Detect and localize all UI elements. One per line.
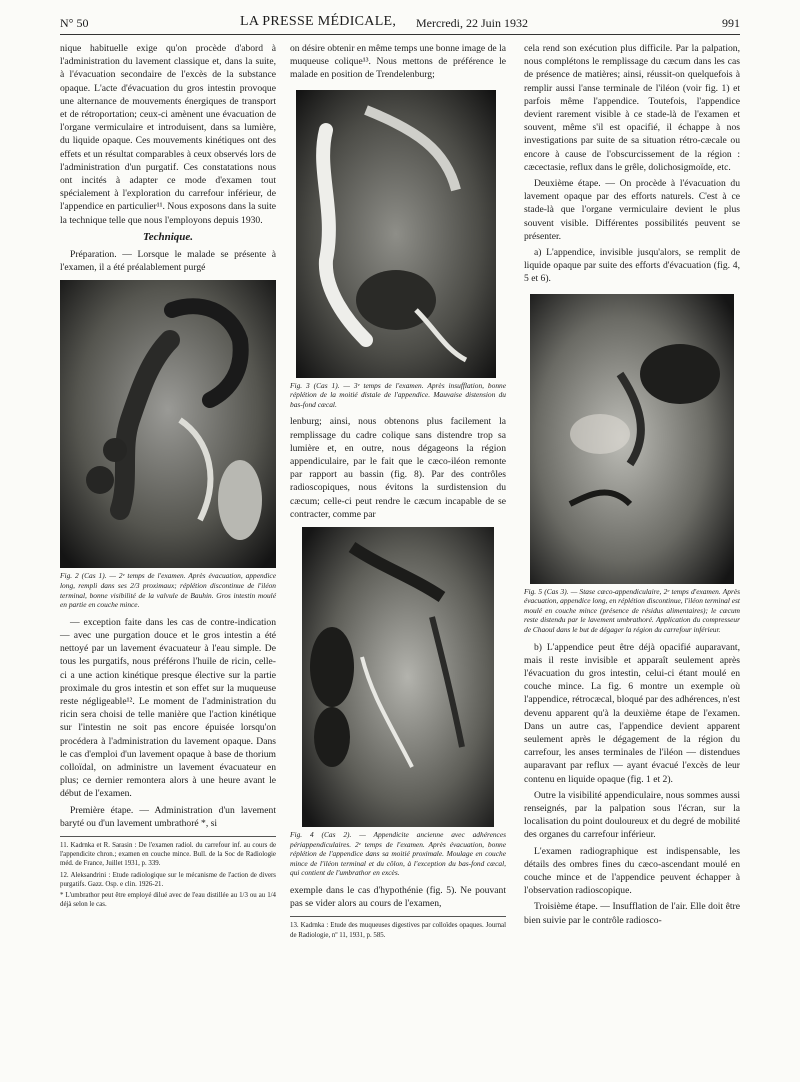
paragraph: lenburg; ainsi, nous obtenons plus facilement la remplissage du cadre colique sans distendre trop sa lumière et, en outre, nous dégageons la région appendiculaire, par le fait que le cæco-iléon remonte par rapport au bassin (fig. 8). Par des contrôles radioscopiques, nous évitons la surdistension du cæcum; celle-ci peut rendre le cæcum incapable de se contracter, comme par [290, 416, 506, 520]
figure-2-caption: Fig. 2 (Cas 1). — 2ᵉ temps de l'examen. Après évacuation, appendice long, rempli dans ses 2/3 proximaux; réplétion discontinue de l'iléon terminal, bonne visibilité de la valvule de Bauhin. Gros intestin moulé en partie en couche mince. [60, 571, 276, 610]
journal-title: LA PRESSE MÉDICALE, [240, 14, 397, 29]
paragraph: b) L'appendice peut être déjà opacifié auparavant, mais il reste invisible et apparaît seulement après l'évacuation du gros intestin, celui-ci étant moulé en couche mince. La fig. 6 montre un exemple où l'appendice, rétrocæcal, bloqué par des adhérences, n'est devenu apparent qu'à la deuxième étape de l'examen. Dans un autre cas, l'appendice devient apparent seulement après le dégagement de la région du carrefour, les anses terminales de l'iléon — distendues auparavant par reflux — ayant évacué l'excès de leur contenu en liquide opaque (fig. 1 et 2). [524, 641, 740, 785]
figure-5-radiograph [530, 294, 734, 584]
paragraph: Première étape. — Administration d'un lavement baryté ou d'un lavement umbrathoré *, si [60, 804, 276, 829]
issue-date: Mercredi, 22 Juin 1932 [416, 16, 528, 30]
column-left [60, 42, 276, 912]
paragraph: Outre la visibilité appendiculaire, nous sommes aussi renseignés, par la palpation sous l'écran, sur la localisation du point douloureux et du degré de mobilité des organes du carrefour inférieur. [524, 789, 740, 841]
paragraph: Préparation. — Lorsque le malade se présente à l'examen, il a été préalablement purgé [60, 249, 276, 274]
figure-4-radiograph [302, 527, 494, 827]
page-header [60, 14, 740, 35]
figure-2-radiograph [60, 280, 276, 568]
paragraph: — exception faite dans les cas de contre-indication — avec une purgation douce et le gros intestin a été nettoyé par un lavement évacuateur à l'eau simple. De tous les purgatifs, nous préférons l'huile de ricin, celle-ci a une action kinétique presque élective sur la partie proximale du gros intestin et son effet sur la muqueuse reste négligeable¹². Le moment de l'administration du ricin sera choisi de telle manière que l'action kinétique sur l'intestin ne soit pas encore épuisée lorsqu'on procédera à l'administration du lavement opaque. Dans le cas d'emploi d'un lavement opaque à base de thorium colloïdal, on administre un lavement évacuateur en plus; ce dernier remontera alors à une heure avant le début de l'examen. [60, 616, 276, 800]
footnote: 12. Aleksandrini : Etude radiologique sur le mécanisme de l'action de divers purgatifs. Gazz. Osp. e clin. 1926-21. [60, 871, 276, 888]
paragraph: L'examen radiographique est indispensable, les détails des ombres fines du cæco-ascendant moulé en couche mince et de l'appendice peuvent échapper à l'observation radioscopique. [524, 845, 740, 897]
paragraph: cela rend son exécution plus difficile. Par la palpation, nous complétons le remplissage du cæcum dans les cas de présence de matières; ainsi, réussit-on quelquefois à remplir aussi l'anse terminale de l'iléon (voir fig. 1) et parfois même l'appendice. Toutefois, l'appendice devient rarement visible à ce stade-là de l'examen et souvent, même s'il est opacifié, il échappe à nos investigations par suite de sa situation rétro-cæcale ou encore à cause de l'obscurcissement de la région : cæcectasie, reflux dans le grêle, dolichosigmoïde, etc. [524, 43, 740, 173]
paragraph: Deuxième étape. — On procède à l'évacuation du lavement opaque par des efforts naturels. C'est à ce stade-là que l'organe vermiculaire devient le plus souvent visible. Différentes possibilités peuvent se présenter. [524, 178, 740, 242]
figure-3-caption: Fig. 3 (Cas 1). — 3ᵉ temps de l'examen. Après insufflation, bonne réplétion de la moitié distale de l'appendice. Mauvaise distension du bas-fond cæcal. [290, 380, 506, 409]
issue-number: N° 50 [60, 16, 89, 30]
figure-3-radiograph [296, 90, 496, 378]
footnotes [60, 836, 276, 909]
paragraph: Troisième étape. — Insufflation de l'air. Elle doit être bien suivie par le contrôle radiosco- [524, 901, 740, 926]
column-right [524, 42, 740, 930]
footnote: 13. Kadrnka : Etude des muqueuses digestives par colloïdes opaques. Journal de Radiologie, nº 11, 1931, p. 585. [290, 922, 506, 939]
footnote: 11. Kadrnka et R. Sarasin : De l'examen radiol. du carrefour inf. au cours de l'appendicite chron.; examen en couche mince. Bull. de la Soc de Radiologie méd. de France, Juillet 1931, p. 339. [60, 842, 276, 868]
footnotes [290, 916, 506, 939]
figure-5-caption: Fig. 5 (Cas 3). — Stase cæco-appendiculaire, 2ᵉ temps d'examen. Après évacuation, appendice long, en réplétion discontinue, l'iléon terminal est moulé en couche mince (présence de résidus alimentaires); le cæcum reste distendu par le lavement umbrathoré. Application du compresseur de Chaoul dans le but de dégager la région du carrefour inférieur. [524, 586, 740, 635]
paragraph: a) L'appendice, invisible jusqu'alors, se remplit de liquide opaque par suite des efforts d'évacuation (fig. 4, 5 et 6). [524, 247, 740, 285]
paragraph: on désire obtenir en même temps une bonne image de la muqueuse colique¹³. Nous mettons de préférence le malade en position de Trendelenburg; [290, 43, 506, 81]
footnote: * L'umbrathor peut être employé dilué avec de l'eau distillée au 1/3 ou au 1/4 déjà selon le cas. [60, 892, 276, 909]
column-middle [290, 42, 506, 942]
section-title: Technique. [142, 230, 193, 243]
paragraph: nique habituelle exige qu'on procède d'abord à l'administration du lavement classique et, dans la suite, à l'évacuation secondaire de l'excès de la substance opaque. L'acte d'évacuation du gros intestin provoque une alternance de mouvements énergiques de transport et de rétroportation; ceux-ci amènent une évacuation de l'organe vermiculaire et introduisent, dans sa lumière, du liquide opaque. Ces mouvements kinétiques ont des effets et un résultat comparables à ceux observés lors de l'administration d'un purgatif. Ces constatations nous ont incités à adapter ce mode d'examen tout spécialement à l'exploration du carrefour inférieur, de l'appendice en particulier¹¹. Nous exposons dans la suite la technique telle que nous l'employons depuis 1930. [60, 43, 276, 226]
figure-4-caption: Fig. 4 (Cas 2). — Appendicite ancienne avec adhérences périappendiculaires. 2ᵉ temps de l'examen. Après évacuation, bonne réplétion de l'appendice dans sa moitié proximale. Moulage en couche mince de l'iléon terminal et du côlon, à l'exception du bas-fond cæcal, qui contient de l'umbrathor en excès. [290, 830, 506, 878]
paragraph: exemple dans le cas d'hypothénie (fig. 5). Ne pouvant pas se vider alors au cours de l'examen, [290, 884, 506, 910]
page-number: 991 [722, 16, 740, 30]
